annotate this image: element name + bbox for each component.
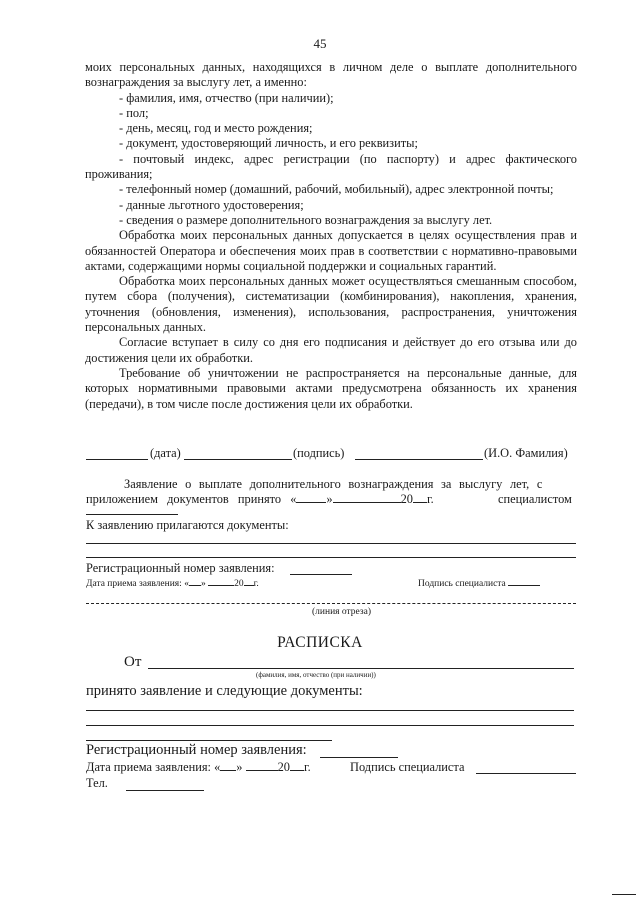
receipt-phone-line <box>126 790 204 791</box>
list-item: - почтовый индекс, адрес регистрации (по паспорту) и адрес фактического проживания; <box>85 151 577 182</box>
year-blank <box>413 492 427 503</box>
list-item: - пол; <box>119 105 149 120</box>
spec-sign-label: Подпись специалиста <box>418 579 506 589</box>
list-item: - документ, удостоверяющий личность, и его реквизиты; <box>119 136 418 151</box>
receipt-docs-line <box>86 710 574 711</box>
receipt-date-label: Дата приема заявления: « <box>86 760 221 774</box>
receipt-accepted-text: принято заявление и следующие документы: <box>86 683 363 699</box>
accept-date-end: г. <box>253 579 259 589</box>
receipt-title: РАСПИСКА <box>277 634 363 651</box>
list-item: - день, месяц, год и место рождения; <box>119 121 313 136</box>
reg-number-label: Регистрационный номер заявления: <box>86 561 275 575</box>
consent-text <box>85 60 577 412</box>
attached-docs-label: К заявлению прилагаются документы: <box>86 518 289 532</box>
name-line <box>355 459 483 460</box>
spec-sign <box>418 576 540 589</box>
receipt-from-line <box>148 668 574 669</box>
accept-date-label: Дата приема заявления: « <box>86 579 189 589</box>
cut-line-label: (линия отреза) <box>312 607 372 617</box>
name-label: (И.О. Фамилия) <box>484 446 568 460</box>
page-number: 45 <box>313 36 327 51</box>
receipt-docs-line <box>86 740 332 741</box>
reg-number-line <box>290 574 352 575</box>
acceptance-text-specialist: специалистом <box>498 492 572 506</box>
acceptance-text-b: » <box>326 492 333 506</box>
spec-sign-blank <box>508 576 540 586</box>
consent-paragraph: Обработка моих персональных данных допускается в целях осуществления прав и обязанностей Оператора и обеспечения моих прав в соответствии с нормативно-правовыми актами, содержащими нормы социальной поддержки и социальных гарантий. <box>85 228 577 273</box>
receipt-phone-label: Тел. <box>86 776 108 790</box>
signature-label: (подпись) <box>293 446 345 460</box>
receipt-date-end: г. <box>303 760 311 774</box>
acceptance-text-d: г. <box>427 492 434 506</box>
list-item: - телефонный номер (домашний, рабочий, мобильный), адрес электронной почты; <box>119 182 554 197</box>
specialist-line <box>86 514 178 515</box>
month-blank <box>333 492 401 503</box>
corner-mark <box>612 894 636 895</box>
receipt-docs-line <box>86 725 574 726</box>
list-item: - сведения о размере дополнительного вознаграждения за выслугу лет. <box>119 212 493 227</box>
receipt-spec-sign-label: Подпись специалиста <box>350 760 465 774</box>
acceptance-text-a: приложением документов принято « <box>86 492 297 506</box>
cut-line <box>86 603 576 604</box>
month-blank <box>208 576 234 586</box>
receipt-spec-sign-line <box>476 773 576 774</box>
accept-date-year: 20 <box>234 579 244 589</box>
year-blank <box>290 760 304 771</box>
consent-intro: моих персональных данных, находящихся в личном деле о выплате дополнительного вознаграждения за выслугу лет, а именно: <box>85 60 577 90</box>
receipt-date-year: 20 <box>277 760 290 774</box>
month-blank <box>246 760 278 771</box>
consent-paragraph: Требование об уничтожении не распространяется на персональные данные, для которых нормативными правовыми актами предусмотрена обязанность их хранения (передачи), в том числе после достижения цели их обработки. <box>85 365 577 411</box>
consent-paragraph: Обработка моих персональных данных может осуществляться смешанным способом, путем сбора (получения), систематизации (комбинирования), накопления, хранения, уточнения (обновления, изменения), использования, распространения, уничтожения персональных данных. <box>85 274 577 335</box>
acceptance-year: 20 <box>400 492 413 506</box>
consent-paragraph: Согласие вступает в силу со дня его подписания и действует до его отзыва или до достижения цели их обработки. <box>85 335 577 365</box>
attached-docs-line <box>86 557 576 558</box>
day-blank <box>189 576 201 586</box>
receipt-from-hint: (фамилия, имя, отчество (при наличии)) <box>256 671 376 679</box>
attached-docs-line <box>86 543 576 544</box>
receipt-date <box>86 760 311 775</box>
date-line <box>86 459 148 460</box>
acceptance-text-line2 <box>86 492 434 507</box>
receipt-date-mid: » <box>236 760 243 774</box>
receipt-from-label: От <box>124 654 142 670</box>
accept-date <box>86 576 259 589</box>
receipt-reg-line <box>320 757 398 758</box>
receipt-reg-label: Регистрационный номер заявления: <box>86 742 307 758</box>
day-blank <box>220 760 236 771</box>
signature-line <box>184 459 292 460</box>
acceptance-text-line1: Заявление о выплате дополнительного вознаграждения за выслугу лет, с <box>124 477 543 491</box>
list-item: - данные льготного удостоверения; <box>119 197 304 212</box>
list-item: - фамилия, имя, отчество (при наличии); <box>119 90 334 105</box>
date-label: (дата) <box>150 446 181 460</box>
day-blank <box>296 492 326 503</box>
accept-date-mid: » <box>200 579 206 589</box>
year-blank <box>244 576 254 586</box>
